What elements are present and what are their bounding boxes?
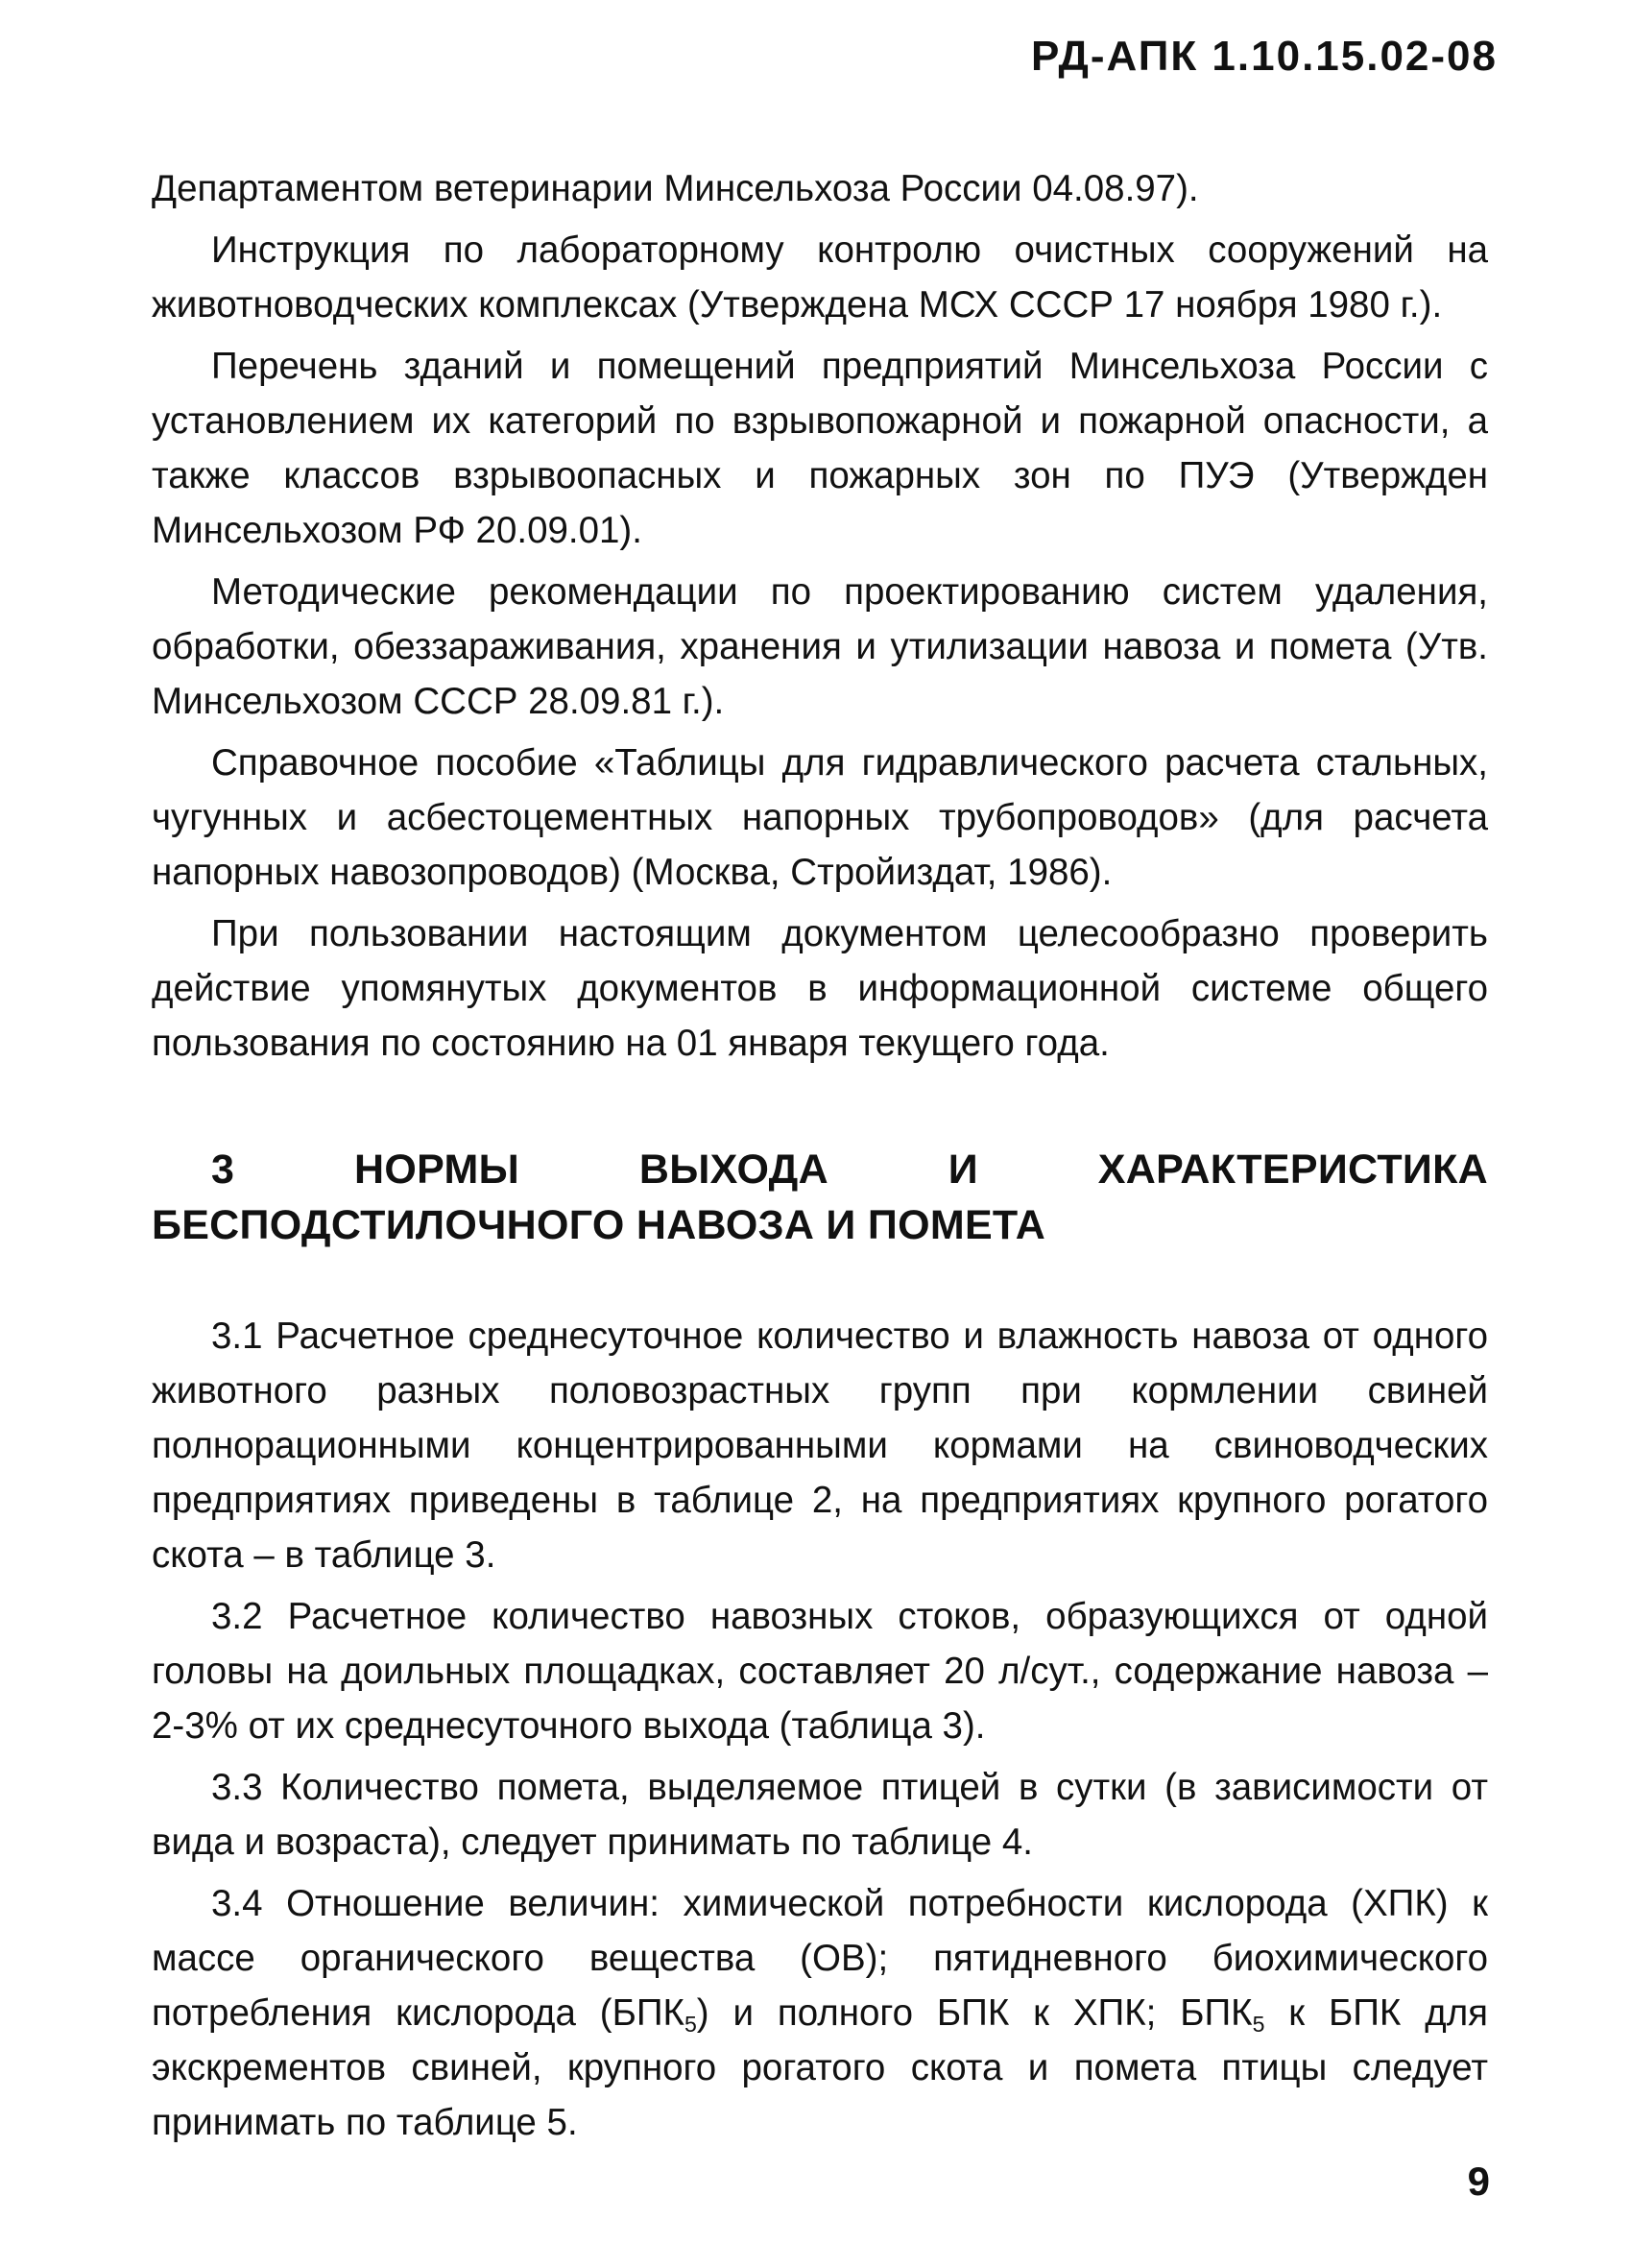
reference-paragraph: Перечень зданий и помещений предприятий Минсельхоза России с установлением их категорий по взрывопожарной и пожарной опасности, а также классов взрывоопасных и пожарных зон по ПУЭ (Утвержден Минсельхозом РФ 20.09.01).: [152, 346, 1488, 551]
reference-paragraph: Инструкция по лабораторному контролю очистных сооружений на животноводческих комплексах (Утверждена МСХ СССР 17 ноября 1980 г.).: [152, 229, 1488, 326]
page-content: [152, 161, 1488, 2157]
clause-3-1: 3.1 Расчетное среднесуточное количество и влажность навоза от одного животного разных половозрастных групп при кормлении свиней полнорационными концентрированными кормами на свиноводческих предприятиях приведены в таблице 2, на предприятиях крупного рогатого скота – в таблице 3.: [152, 1315, 1488, 1576]
reference-paragraph: При пользовании настоящим документом целесообразно проверить действие упомянутых документов в информационной системе общего пользования по состоянию на 01 января текущего года.: [152, 913, 1488, 1064]
clause-3-4-text: ) и полного БПК к ХПК; БПК: [696, 1992, 1253, 2034]
reference-paragraph: Справочное пособие «Таблицы для гидравлического расчета стальных, чугунных и асбестоцементных напорных трубопроводов» (для расчета напорных навозопроводов) (Москва, Стройиздат, 1986).: [152, 742, 1488, 893]
clause-3-4-text: 3.4 Отношение величин: химической потребности кислорода (ХПК) к массе органического вещества (ОВ); пятидневного биохимического потребления кислорода (БПК: [152, 1883, 1488, 2034]
reference-paragraph: Методические рекомендации по проектированию систем удаления, обработки, обеззараживания, хранения и утилизации навоза и помета (Утв. Минсельхозом СССР 28.09.81 г.).: [152, 571, 1488, 722]
clause-3-4-text: к БПК для экскрементов свиней, крупного рогатого скота и помета птицы следует принимать по таблице 5.: [152, 1992, 1489, 2143]
subscript: 5: [684, 2012, 697, 2037]
document-code: РД-АПК 1.10.15.02-08: [1030, 33, 1498, 80]
page-number: 9: [1467, 2159, 1490, 2204]
section-heading: 3 НОРМЫ ВЫХОДА И ХАРАКТЕРИСТИКА БЕСПОДСТИЛОЧНОГО НАВОЗА И ПОМЕТА: [152, 1146, 1488, 1248]
clause-3-2: 3.2 Расчетное количество навозных стоков, образующихся от одной головы на доильных площадках, составляет 20 л/сут., содержание навоза – 2-3% от их среднесуточного выхода (таблица 3).: [152, 1596, 1488, 1747]
subscript: 5: [1252, 2012, 1265, 2037]
clause-3-3: 3.3 Количество помета, выделяемое птицей в сутки (в зависимости от вида и возраста), следует принимать по таблице 4.: [152, 1767, 1488, 1863]
clause-3-4: [152, 1876, 1488, 2150]
reference-paragraph: Департаментом ветеринарии Минсельхоза России 04.08.97).: [152, 168, 1199, 209]
